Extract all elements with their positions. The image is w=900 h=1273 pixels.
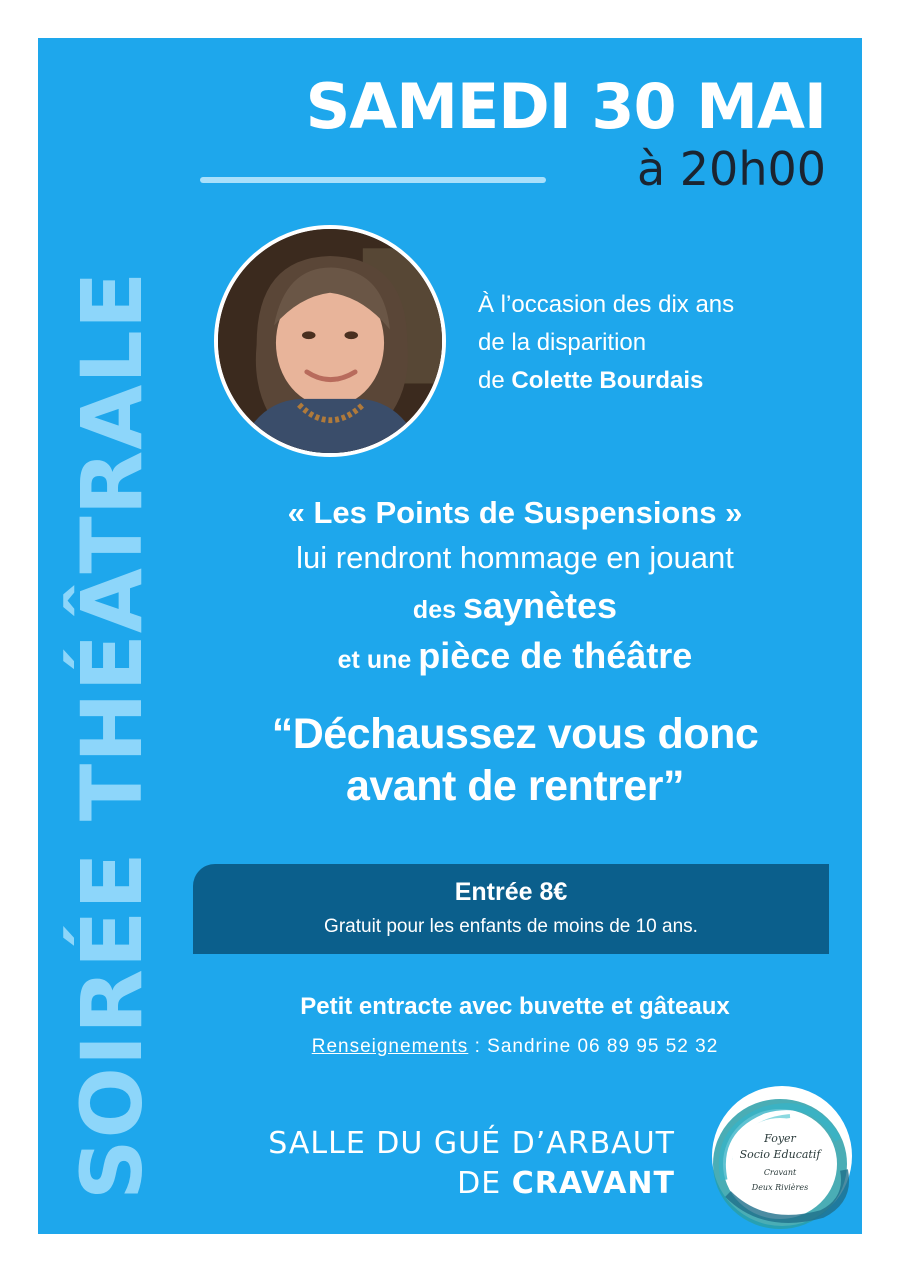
piece-prefix: et une	[337, 646, 419, 674]
entry-box	[193, 864, 829, 954]
info-line	[200, 1036, 830, 1058]
foyer-logo	[704, 1090, 856, 1240]
venue-town: CRAVANT	[511, 1166, 675, 1201]
piece-word: pièce de théâtre	[418, 635, 693, 676]
occasion-prefix: de	[478, 367, 512, 394]
logo-line-4: Deux Rivières	[751, 1183, 809, 1192]
saynetes-line	[200, 585, 830, 627]
piece-line	[200, 635, 830, 677]
portrait-illustration	[218, 229, 442, 453]
logo-line-3: Cravant	[763, 1168, 797, 1177]
vertical-title: SOIRÉE THÉÂTRALE	[63, 270, 161, 1200]
entry-note: Gratuit pour les enfants de moins de 10 ans.	[324, 916, 698, 937]
entry-price: Entrée 8€	[454, 878, 568, 906]
logo-line-2: Socio Educatif	[739, 1148, 821, 1161]
portrait-photo	[214, 225, 446, 457]
info-label: Renseignements	[311, 1036, 469, 1057]
info-contact: Sandrine 06 89 95 52 32	[487, 1036, 719, 1057]
saynetes-prefix: des	[412, 596, 463, 624]
info-separator: :	[468, 1036, 488, 1057]
event-date: SAMEDI 30 MAI	[305, 70, 826, 143]
event-time: à 20h00	[636, 142, 826, 196]
occasion-line-2: de la disparition	[478, 329, 647, 356]
venue-prefix: DE	[457, 1166, 512, 1201]
troupe-name: « Les Points de Suspensions »	[287, 495, 743, 530]
play-title	[200, 708, 830, 812]
honoree-name: Colette Bourdais	[511, 367, 704, 394]
saynetes-word: saynètes	[462, 585, 618, 626]
play-title-line-1: “Déchaussez vous donc	[271, 710, 759, 758]
venue-line-2	[268, 1164, 675, 1204]
intermission-text: Petit entracte avec buvette et gâteaux	[300, 993, 730, 1020]
play-title-line-2: avant de rentrer”	[345, 762, 685, 810]
occasion-line-3	[478, 362, 734, 400]
tribute-line: lui rendront hommage en jouant	[296, 540, 734, 575]
occasion-text	[478, 286, 734, 400]
logo-line-1: Foyer	[764, 1132, 796, 1145]
venue-line-1: SALLE DU GUÉ D’ARBAUT	[268, 1126, 675, 1161]
occasion-line-1: À l’occasion des dix ans	[478, 291, 735, 318]
divider-line	[200, 177, 546, 183]
venue	[268, 1124, 675, 1204]
logo-swirl-icon	[704, 1090, 856, 1240]
